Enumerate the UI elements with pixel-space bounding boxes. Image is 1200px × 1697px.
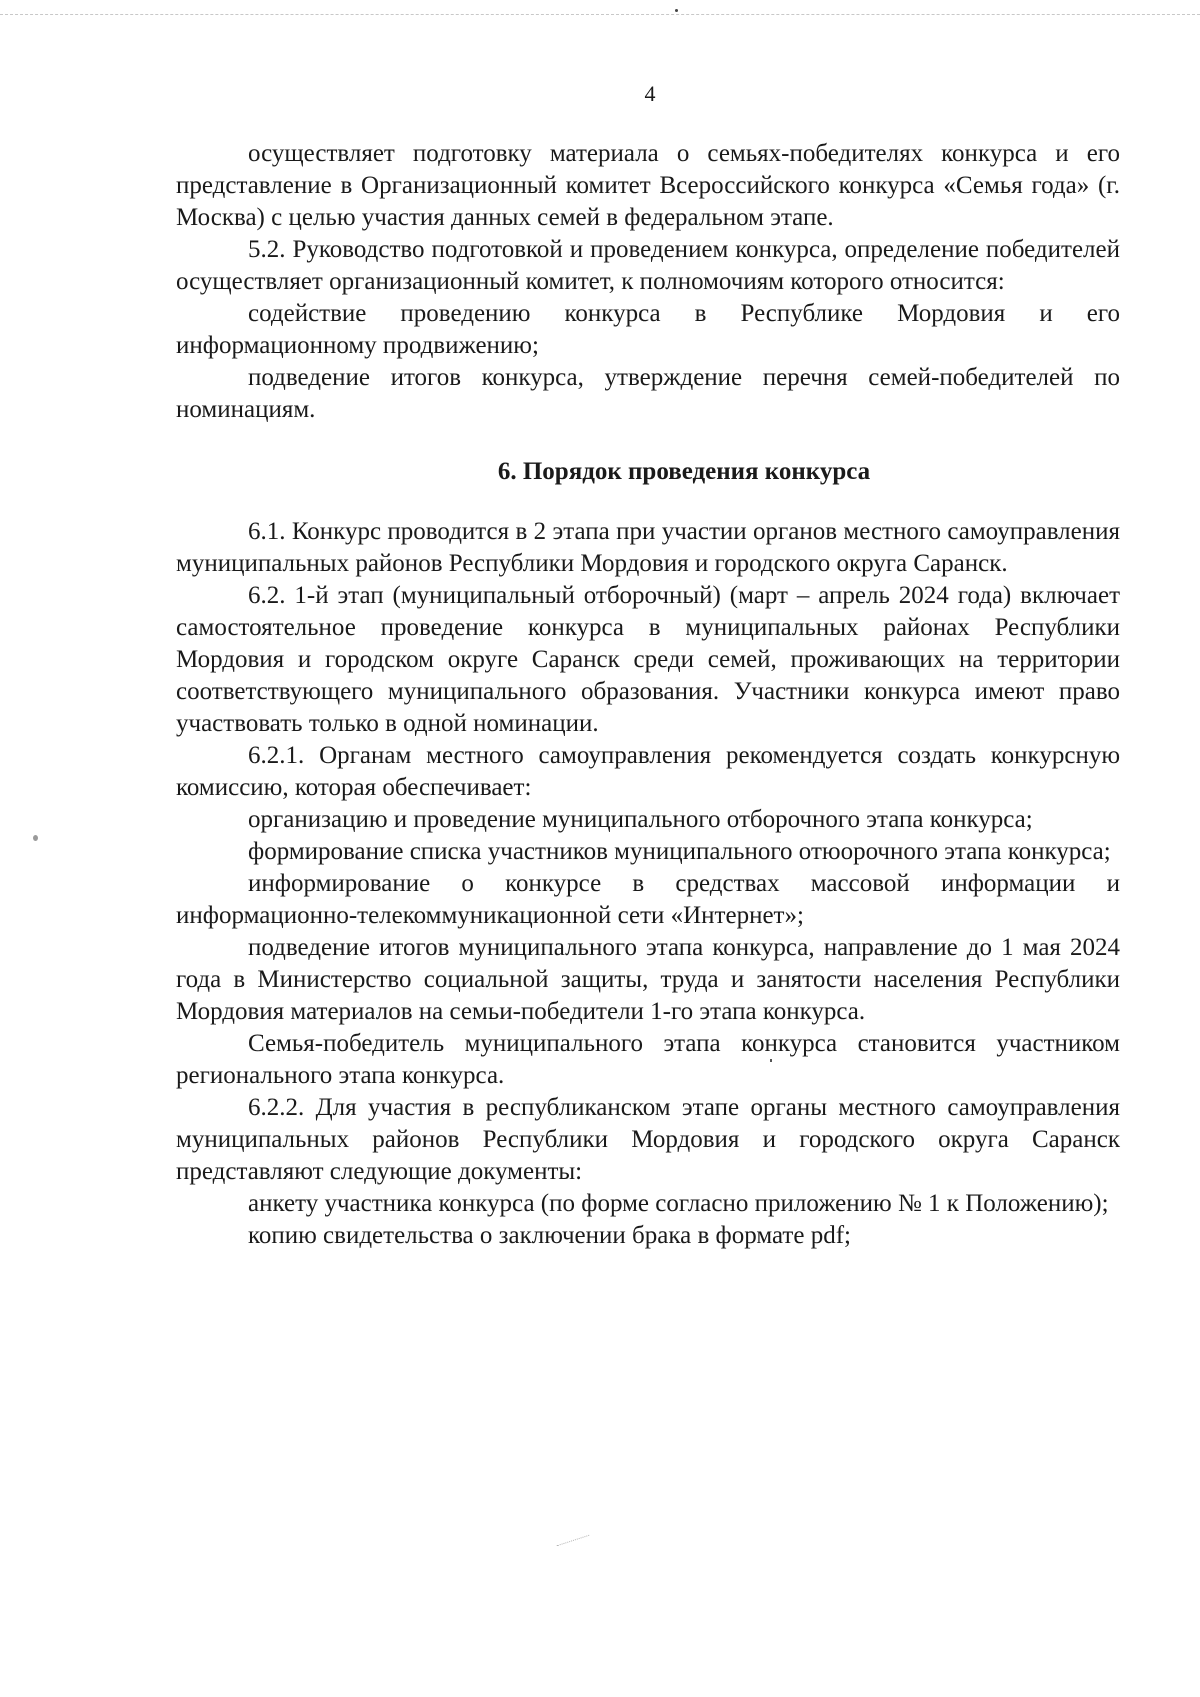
hole-punch-mark (33, 835, 38, 841)
section-6-title: 6. Порядок проведения конкурса (497, 458, 871, 485)
paragraph-6-2: 6.2. 1-й этап (муниципальный отборочный) (март – апрель 2024 года) включает самостоятельное проведение конкурса в муниципальных районах Республики Мордовия и городском округе Саранск среди семей, проживающих на территории соответствующего муниципального образования. Участники конкурса имеют право участвовать только в одной номинации. (176, 582, 1120, 737)
paragraph-6-2-1: 6.2.1. Органам местного самоуправления рекомендуется создать конкурсную комиссию, которая обеспечивает: (176, 742, 1120, 801)
paragraph-document-marriage-certificate: копию свидетельства о заключении брака в формате pdf; (248, 1222, 851, 1249)
paragraph-5-2: 5.2. Руководство подготовкой и проведением конкурса, определение победителей осуществляет организационный комитет, к полномочиям которого относится: (176, 236, 1120, 295)
paragraph-6-1: 6.1. Конкурс проводится в 2 этапа при участии органов местного самоуправления муниципальных районов Республики Мордовия и городского округа Саранск. (176, 518, 1120, 577)
paragraph-municipal-winner: Семья-победитель муниципального этапа конкурса становится участником регионального этапа конкурса. (176, 1030, 1120, 1089)
scan-mark (675, 9, 678, 12)
paragraph-commission-organization: организацию и проведение муниципального отборочного этапа конкурса; (248, 806, 1033, 833)
page-number: 4 (644, 81, 656, 106)
scan-top-edge (0, 14, 1200, 15)
paragraph-commission-informing: информирование о конкурсе в средствах массовой информации и информационно-телекоммуникационной сети «Интернет»; (176, 870, 1120, 929)
paragraph-commission-results: подведение итогов муниципального этапа конкурса, направление до 1 мая 2024 года в Министерство социальной защиты, труда и занятости населения Республики Мордовия материалов на семьи-победители 1-го этапа конкурса. (176, 934, 1120, 1025)
paragraph-authority-promotion: содействие проведению конкурса в Республике Мордовия и его информационному продвижению; (176, 300, 1120, 359)
scan-smudge (557, 1535, 590, 1546)
paragraph-commission-list: формирование списка участников муниципального отюорочного этапа конкурса; (248, 838, 1111, 865)
paragraph-6-2-2: 6.2.2. Для участия в республиканском этапе органы местного самоуправления муниципальных районов Республики Мордовия и городского округа Саранск представляют следующие документы: (176, 1094, 1120, 1185)
document-body (176, 138, 1120, 1252)
paragraph-document-questionnaire: анкету участника конкурса (по форме согласно приложению № 1 к Положению); (248, 1190, 1109, 1217)
paragraph-continuation: осуществляет подготовку материала о семьях-победителях конкурса и его представление в Организационный комитет Всероссийского конкурса «Семья года» (г. Москва) с целью участия данных семей в федеральном этапе. (176, 140, 1120, 231)
paragraph-authority-results: подведение итогов конкурса, утверждение перечня семей-победителей по номинациям. (176, 364, 1120, 423)
